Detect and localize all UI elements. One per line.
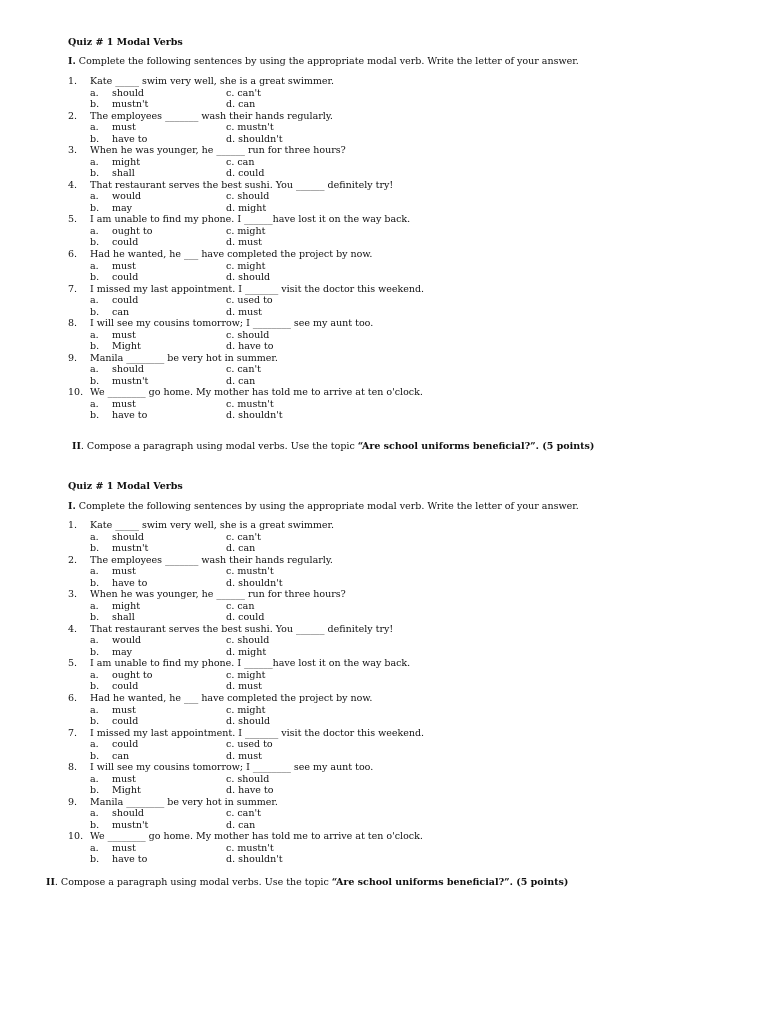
option-a (90, 601, 140, 612)
option-c: c. used to (226, 295, 273, 307)
option-d: d. can (226, 819, 256, 831)
question-number: 1. (68, 520, 78, 531)
option-d: d. might (226, 646, 267, 658)
option-text: might (112, 156, 141, 168)
option-b (90, 134, 147, 145)
option-d: d. can (226, 543, 256, 554)
option-b (90, 681, 138, 692)
option-text: may (112, 646, 133, 658)
option-text: Might (112, 341, 141, 353)
option-text: might (112, 600, 141, 612)
option-a (90, 399, 136, 410)
question-item (68, 589, 346, 600)
option-text: must (112, 398, 136, 410)
question-text: The employees _______ wash their hands regularly. (90, 110, 333, 122)
option-d: d. must (226, 237, 262, 249)
option-c: c. should (226, 773, 270, 785)
option-a (90, 774, 136, 785)
option-letter: a. (90, 398, 99, 410)
option-c: c. should (226, 329, 270, 341)
question-text: I am unable to find my phone. I ______have lost it on the way back. (90, 214, 411, 226)
option-b (90, 376, 148, 387)
question-item (68, 145, 346, 156)
option-c: c. might (226, 704, 266, 716)
question-item (68, 797, 278, 808)
question-item (68, 284, 424, 295)
option-letter: b. (90, 716, 100, 727)
option-d: d. could (226, 168, 265, 180)
option-letter: a. (90, 260, 99, 272)
question-number: 9. (68, 352, 78, 364)
question-item (68, 624, 393, 635)
option-letter: a. (90, 191, 99, 203)
option-a (90, 226, 152, 237)
option-text: could (112, 237, 139, 249)
option-b (90, 647, 132, 658)
option-a (90, 261, 136, 272)
option-letter: a. (90, 669, 99, 681)
option-b (90, 578, 147, 589)
question-item (68, 555, 333, 566)
option-b (90, 716, 138, 727)
option-a (90, 635, 141, 646)
question-text: I missed my last appointment. I _______ visit the doctor this weekend. (90, 727, 425, 739)
question-text: I will see my cousins tomorrow; I ________ see my aunt too. (90, 762, 374, 774)
option-letter: b. (90, 646, 100, 658)
option-c: c. mustn't (226, 398, 274, 410)
option-c: c. should (226, 635, 270, 647)
quiz-title: Quiz # 1 Modal Verbs (68, 37, 183, 48)
option-d: d. have to (226, 341, 274, 353)
option-c: c. can't (226, 87, 261, 99)
option-text: could (112, 716, 139, 727)
option-d: d. must (226, 750, 262, 762)
option-text: could (112, 681, 139, 693)
option-letter: b. (90, 785, 100, 797)
question-item (68, 762, 373, 773)
question-text: I will see my cousins tomorrow; I ________ see my aunt too. (90, 318, 374, 330)
question-item (68, 658, 410, 669)
question-item (68, 831, 423, 842)
option-b (90, 543, 148, 554)
question-item (68, 353, 278, 364)
question-text: The employees _______ wash their hands regularly. (90, 554, 333, 566)
option-a (90, 705, 136, 716)
option-b (90, 751, 129, 762)
option-letter: a. (90, 329, 99, 341)
option-letter: b. (90, 341, 100, 353)
part2-label: II (46, 877, 55, 888)
option-letter: b. (90, 681, 100, 693)
part2-label: II (72, 441, 81, 452)
question-number: 4. (68, 623, 78, 635)
option-letter: a. (90, 364, 99, 376)
option-text: must (112, 566, 136, 578)
option-text: should (112, 531, 144, 543)
option-c: c. might (226, 225, 266, 237)
option-b (90, 341, 141, 352)
option-d: d. could (226, 612, 265, 624)
option-a (90, 532, 144, 543)
question-item (68, 693, 372, 704)
option-b (90, 99, 148, 110)
option-letter: b. (90, 272, 100, 283)
question-item (68, 111, 333, 122)
question-text: Manila ________ be very hot in summer. (90, 352, 278, 364)
option-letter: b. (90, 202, 100, 214)
option-d: d. can (226, 99, 256, 110)
option-text: ought to (112, 669, 153, 681)
question-text: When he was younger, he ______ run for three hours? (90, 589, 346, 601)
question-item (68, 520, 334, 531)
option-d: d. might (226, 202, 267, 214)
question-item (68, 214, 410, 225)
part1-text: Complete the following sentences by using the appropriate modal verb. Write the letter of your answer. (78, 501, 579, 512)
option-letter: a. (90, 739, 99, 751)
option-d: d. must (226, 306, 262, 318)
option-d: d. should (226, 272, 271, 283)
question-number: 4. (68, 179, 78, 191)
part2-text: . Compose a paragraph using modal verbs. Use the topic (54, 877, 332, 888)
option-a (90, 88, 144, 99)
option-b (90, 612, 135, 623)
part2-topic: “Are school uniforms beneficial?”. (5 points) (331, 877, 569, 888)
option-d: d. shouldn't (226, 410, 283, 422)
question-number: 2. (68, 554, 78, 566)
question-text: I am unable to find my phone. I ______have lost it on the way back. (90, 658, 411, 670)
option-d: d. shouldn't (226, 133, 283, 145)
part1-instructions (68, 56, 579, 67)
option-letter: b. (90, 577, 100, 589)
option-letter: a. (90, 87, 99, 99)
question-text: We ________ go home. My mother has told me to arrive at ten o'clock. (90, 831, 423, 843)
option-text: have to (112, 410, 148, 422)
option-letter: b. (90, 612, 100, 624)
question-text: That restaurant serves the best sushi. You ______ definitely try! (90, 179, 394, 191)
question-text: Kate _____ swim very well, she is a great swimmer. (90, 520, 335, 531)
option-text: must (112, 260, 136, 272)
option-text: must (112, 329, 136, 341)
question-number: 7. (68, 727, 78, 739)
option-text: mustn't (112, 99, 149, 110)
option-letter: a. (90, 295, 99, 307)
question-text: Kate _____ swim very well, she is a great swimmer. (90, 76, 335, 87)
part1-instructions (68, 501, 579, 512)
question-number: 8. (68, 762, 78, 774)
question-text: I missed my last appointment. I _______ visit the doctor this weekend. (90, 283, 425, 295)
option-text: have to (112, 133, 148, 145)
option-b (90, 854, 147, 865)
option-letter: b. (90, 99, 100, 110)
option-c: c. should (226, 191, 270, 203)
option-d: d. shouldn't (226, 577, 283, 589)
option-letter: a. (90, 225, 99, 237)
option-text: must (112, 122, 136, 134)
option-a (90, 295, 138, 306)
question-number: 1. (68, 76, 78, 87)
option-c: c. can't (226, 531, 261, 543)
option-letter: a. (90, 635, 99, 647)
option-b (90, 272, 138, 283)
option-a (90, 670, 152, 681)
option-text: have to (112, 577, 148, 589)
question-text: Had he wanted, he ___ have completed the project by now. (90, 693, 373, 704)
option-c: c. can't (226, 808, 261, 820)
option-c: c. used to (226, 739, 273, 751)
option-c: c. can (226, 156, 255, 168)
option-b (90, 307, 129, 318)
part2-instructions (72, 441, 594, 452)
option-b (90, 203, 132, 214)
option-a (90, 122, 136, 133)
option-text: could (112, 739, 139, 751)
option-text: mustn't (112, 375, 149, 387)
question-item (68, 76, 334, 87)
option-a (90, 843, 136, 854)
option-c: c. might (226, 669, 266, 681)
option-d: d. should (226, 716, 271, 727)
question-item (68, 728, 424, 739)
option-text: mustn't (112, 543, 149, 554)
option-letter: b. (90, 543, 100, 554)
question-text: That restaurant serves the best sushi. You ______ definitely try! (90, 623, 394, 635)
question-number: 10. (68, 831, 84, 843)
option-letter: a. (90, 156, 99, 168)
option-letter: b. (90, 854, 100, 866)
part2-instructions (46, 877, 568, 888)
option-a (90, 364, 144, 375)
option-text: shall (112, 168, 135, 180)
quiz-title: Quiz # 1 Modal Verbs (68, 481, 183, 492)
option-text: could (112, 295, 139, 307)
option-text: can (112, 750, 130, 762)
option-b (90, 820, 148, 831)
option-text: should (112, 808, 144, 820)
option-a (90, 739, 138, 750)
question-item (68, 318, 373, 329)
question-number: 3. (68, 145, 78, 157)
option-c: c. can't (226, 364, 261, 376)
option-b (90, 168, 135, 179)
option-text: ought to (112, 225, 153, 237)
option-letter: b. (90, 306, 100, 318)
question-number: 9. (68, 796, 78, 808)
question-number: 10. (68, 387, 84, 399)
option-letter: a. (90, 842, 99, 854)
question-number: 6. (68, 249, 78, 260)
option-text: must (112, 842, 136, 854)
option-text: should (112, 364, 144, 376)
option-a (90, 808, 144, 819)
question-number: 3. (68, 589, 78, 601)
question-text: Manila ________ be very hot in summer. (90, 796, 278, 808)
option-letter: b. (90, 168, 100, 180)
option-letter: b. (90, 375, 100, 387)
option-a (90, 566, 136, 577)
part1-label: I. (68, 56, 76, 67)
option-text: may (112, 202, 133, 214)
option-letter: b. (90, 819, 100, 831)
question-number: 5. (68, 658, 78, 670)
option-letter: a. (90, 773, 99, 785)
question-text: When he was younger, he ______ run for three hours? (90, 145, 346, 157)
question-item (68, 387, 423, 398)
option-letter: a. (90, 600, 99, 612)
option-c: c. might (226, 260, 266, 272)
option-b (90, 237, 138, 248)
option-text: shall (112, 612, 135, 624)
question-number: 5. (68, 214, 78, 226)
option-text: can (112, 306, 130, 318)
option-c: c. can (226, 600, 255, 612)
option-d: d. can (226, 375, 256, 387)
part1-text: Complete the following sentences by using the appropriate modal verb. Write the letter of your answer. (78, 56, 579, 67)
option-letter: a. (90, 566, 99, 578)
option-text: must (112, 773, 136, 785)
part2-text: . Compose a paragraph using modal verbs. Use the topic (80, 441, 358, 452)
option-a (90, 330, 136, 341)
option-a (90, 157, 140, 168)
option-letter: a. (90, 808, 99, 820)
option-text: would (112, 191, 142, 203)
option-letter: a. (90, 122, 99, 134)
option-text: have to (112, 854, 148, 866)
option-text: would (112, 635, 142, 647)
question-text: Had he wanted, he ___ have completed the project by now. (90, 249, 373, 260)
question-number: 2. (68, 110, 78, 122)
option-text: could (112, 272, 139, 283)
option-letter: b. (90, 750, 100, 762)
option-a (90, 191, 141, 202)
part2-topic: “Are school uniforms beneficial?”. (5 points) (357, 441, 595, 452)
option-text: must (112, 704, 136, 716)
option-c: c. mustn't (226, 842, 274, 854)
option-d: d. shouldn't (226, 854, 283, 866)
option-letter: b. (90, 410, 100, 422)
option-letter: a. (90, 704, 99, 716)
question-number: 6. (68, 693, 78, 704)
option-d: d. must (226, 681, 262, 693)
option-letter: b. (90, 237, 100, 249)
option-b (90, 785, 141, 796)
option-b (90, 410, 147, 421)
part1-label: I. (68, 501, 76, 512)
question-number: 7. (68, 283, 78, 295)
question-text: We ________ go home. My mother has told me to arrive at ten o'clock. (90, 387, 423, 399)
option-letter: a. (90, 531, 99, 543)
question-number: 8. (68, 318, 78, 330)
option-text: Might (112, 785, 141, 797)
question-item (68, 249, 372, 260)
option-c: c. mustn't (226, 122, 274, 134)
option-text: mustn't (112, 819, 149, 831)
option-c: c. mustn't (226, 566, 274, 578)
option-d: d. have to (226, 785, 274, 797)
option-text: should (112, 87, 144, 99)
option-letter: b. (90, 133, 100, 145)
question-item (68, 180, 393, 191)
